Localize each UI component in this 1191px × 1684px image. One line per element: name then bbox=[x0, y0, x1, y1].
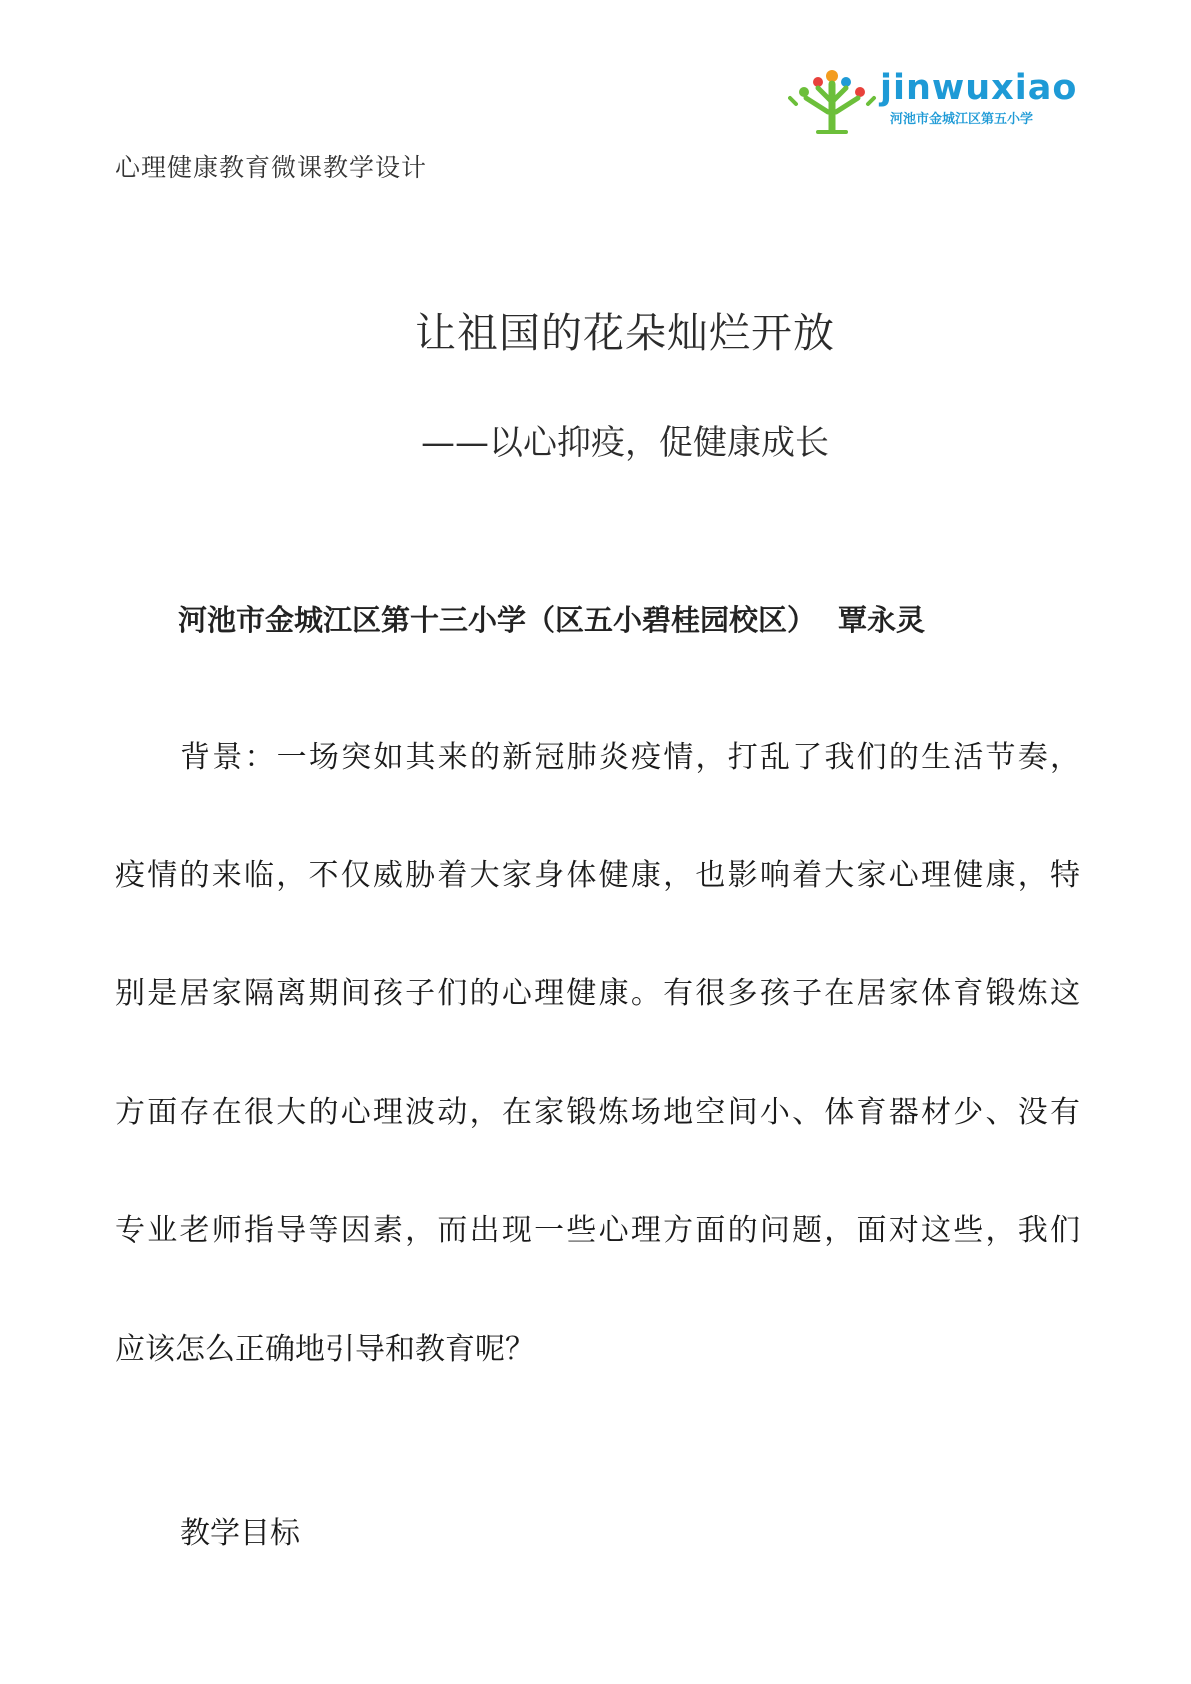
logo-subtitle: 河池市金城江区第五小学 bbox=[890, 112, 1034, 127]
author-school: 河池市金城江区第十三小学（区五小碧桂园校区） bbox=[178, 603, 817, 637]
paragraph-line: 别是居家隔离期间孩子们的心理健康。有很多孩子在居家体育锻炼这 bbox=[115, 976, 1080, 1011]
logo-children-icon bbox=[788, 68, 878, 134]
logo-wordmark: jinwuxiao bbox=[880, 68, 1078, 108]
header-label: 心理健康教育微课教学设计 bbox=[115, 153, 428, 182]
section-heading-teaching-goals: 教学目标 bbox=[180, 1516, 300, 1551]
paragraph-line: 应该怎么正确地引导和教育呢？ bbox=[115, 1332, 535, 1367]
paragraph-line: 方面存在很大的心理波动，在家锻炼场地空间小、体育器材少、没有 bbox=[115, 1095, 1080, 1130]
paragraph-line: 背景：一场突如其来的新冠肺炎疫情，打乱了我们的生活节奏， bbox=[180, 740, 1080, 775]
paragraph-line: 专业老师指导等因素，而出现一些心理方面的问题，面对这些，我们 bbox=[115, 1213, 1080, 1248]
author-line bbox=[178, 598, 925, 639]
author-name: 覃永灵 bbox=[838, 603, 926, 637]
document-subtitle: ——以心抑疫，促健康成长 bbox=[421, 423, 829, 463]
school-logo bbox=[788, 68, 1078, 134]
document-title: 让祖国的花朵灿烂开放 bbox=[415, 309, 835, 357]
paragraph-line: 疫情的来临，不仅威胁着大家身体健康，也影响着大家心理健康，特 bbox=[115, 858, 1080, 893]
